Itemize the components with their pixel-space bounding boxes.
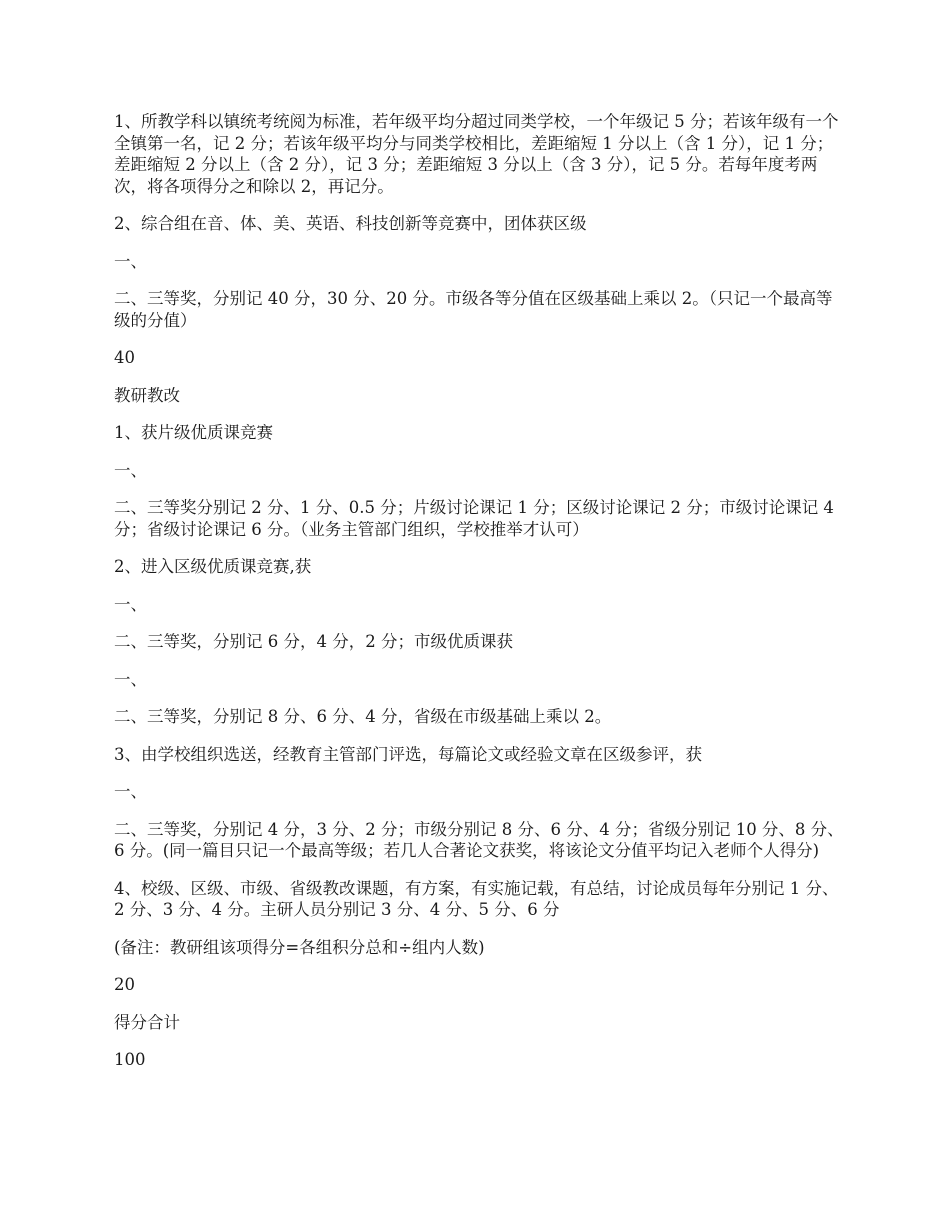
paragraph-district-lesson-scores: 二、三等奖，分别记 6 分，4 分，2 分；市级优质课获 <box>114 632 513 651</box>
paragraph-first-prize: 一、 <box>114 669 147 689</box>
paragraph-first-prize: 一、 <box>114 782 147 801</box>
paragraph-district-quality-lesson: 2、进入区级优质课竞赛,获 <box>114 557 312 576</box>
paragraph-first-prize: 一、 <box>114 460 147 480</box>
paragraph-first-prize: 一、 <box>114 251 147 271</box>
paragraph-research-projects: 4、校级、区级、市级、省级教改课题，有方案，有实施记载，有总结，讨论成员每年分别记 1 分、2 分、3 分、4 分。主研人员分别记 3 分、4 分、5 分、6 分 <box>114 878 839 919</box>
document-body <box>114 111 844 1087</box>
total-score-value: 100 <box>114 1050 146 1069</box>
label-total-score: 得分合计 <box>114 1012 180 1032</box>
paragraph-city-lesson-scores: 二、三等奖，分别记 8 分、6 分、4 分，省级在市级基础上乘以 2。 <box>114 707 612 726</box>
paragraph-remark: (备注：教研组该项得分=各组积分总和÷组内人数) <box>114 937 485 957</box>
paragraph-second-third-prize-district: 二、三等奖，分别记 40 分，30 分、20 分。市级各等分值在区级基础上乘以 2。（只记一个最高等级的分值） <box>114 289 833 330</box>
paragraph-paper-scores: 二、三等奖，分别记 4 分，3 分、2 分；市级分别记 8 分、6 分、4 分；省级分别记 10 分、8 分、6 分。(同一篇目只记一个最高等级；若几人合著论文获奖，将该论文分值平均记入老师个人得分) <box>114 819 844 860</box>
paragraph-area-quality-lesson: 1、获片级优质课竞赛 <box>114 423 273 442</box>
paragraph-first-prize: 一、 <box>114 594 147 614</box>
paragraph-lesson-prize-scores: 二、三等奖分别记 2 分、1 分、0.5 分；片级讨论课记 1 分；区级讨论课记 2 分；市级讨论课记 4 分；省级讨论课记 6 分。（业务主管部门组织，学校推举才认可） <box>114 498 834 539</box>
paragraph-comprehensive-group: 2、综合组在音、体、美、英语、科技创新等竞赛中，团体获区级 <box>114 214 587 233</box>
paragraph-paper-selection: 3、由学校组织选送，经教育主管部门评选，每篇论文或经验文章在区级参评，获 <box>114 744 702 764</box>
section-heading-teaching-research: 教研教改 <box>114 385 180 405</box>
score-value: 20 <box>114 975 135 994</box>
paragraph-subject-scoring: 1、所教学科以镇统考统阅为标准，若年级平均分超过同类学校，一个年级记 5 分；若该年级有一个全镇第一名，记 2 分；若该年级平均分与同类学校相比，差距缩短 1 分以上（含 1 分），记 1 分；差距缩短 2 分以上（含 2 分），记 3 分；差距缩短 3 分以上（含 3 分），记 5 分。若每年度考两次，将各项得分之和除以 2，再记分。 <box>114 112 839 196</box>
score-value: 40 <box>114 348 135 367</box>
